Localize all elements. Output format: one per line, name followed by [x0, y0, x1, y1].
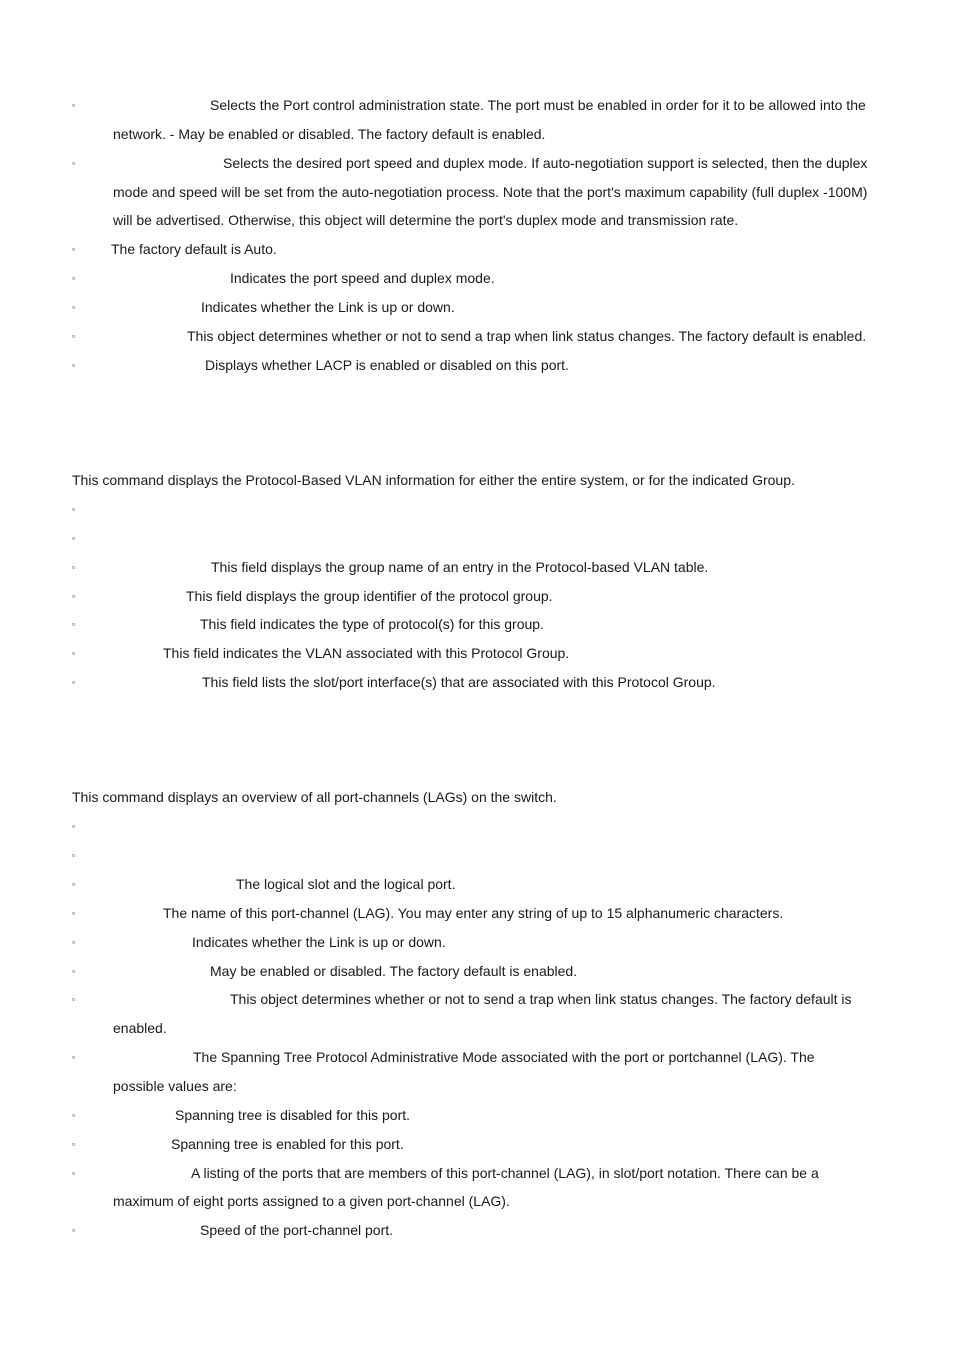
list-bullet: ▫ — [72, 994, 76, 1004]
list-bullet: ▫ — [72, 360, 76, 370]
list-bullet: ▫ — [72, 158, 76, 168]
list-item-text: maximum of eight ports assigned to a given port-channel (LAG). — [113, 1193, 510, 1209]
list-item-text: network. - May be enabled or disabled. The factory default is enabled. — [113, 126, 546, 142]
list-bullet: ▫ — [72, 591, 76, 601]
list-item-text: This object determines whether or not to send a trap when link status changes. The factory default is — [230, 991, 852, 1007]
list-bullet: ▫ — [72, 1110, 76, 1120]
section-intro: This command displays the Protocol-Based VLAN information for either the entire system, or for the indicated Group. — [72, 472, 795, 488]
list-item-text: will be advertised. Otherwise, this object will determine the port's duplex mode and transmission rate. — [113, 212, 739, 228]
list-bullet: ▫ — [72, 677, 76, 687]
list-bullet: ▫ — [72, 100, 76, 110]
list-item-text: Selects the Port control administration state. The port must be enabled in order for it to be allowed into the — [210, 97, 866, 113]
list-bullet: ▫ — [72, 1225, 76, 1235]
list-bullet: ▫ — [72, 331, 76, 341]
list-item-text: This field indicates the type of protocol(s) for this group. — [200, 616, 544, 632]
list-item-text: Selects the desired port speed and duplex mode. If auto-negotiation support is selected, then the duplex — [223, 155, 868, 171]
list-item-text: The name of this port-channel (LAG). You may enter any string of up to 15 alphanumeric characters. — [163, 905, 784, 921]
list-bullet: ▫ — [72, 533, 76, 543]
list-bullet: ▫ — [72, 1139, 76, 1149]
list-bullet: ▫ — [72, 821, 76, 831]
list-item-text: The logical slot and the logical port. — [236, 876, 456, 892]
list-bullet: ▫ — [72, 966, 76, 976]
list-bullet: ▫ — [72, 302, 76, 312]
list-item-text: possible values are: — [113, 1078, 237, 1094]
list-item-text: Indicates whether the Link is up or down. — [192, 934, 446, 950]
list-item-text: This field displays the group identifier of the protocol group. — [186, 588, 553, 604]
list-item-text: The Spanning Tree Protocol Administrative Mode associated with the port or portchannel (LAG). The — [193, 1049, 815, 1065]
list-bullet: ▫ — [72, 273, 76, 283]
list-item-text: enabled. — [113, 1020, 167, 1036]
list-item-text: This field indicates the VLAN associated with this Protocol Group. — [163, 645, 570, 661]
list-item-text: mode and speed will be set from the auto-negotiation process. Note that the port's maximum capability (full duplex -100M) — [113, 184, 868, 200]
list-bullet: ▫ — [72, 504, 76, 514]
list-bullet: ▫ — [72, 648, 76, 658]
list-item-text: The factory default is Auto. — [111, 241, 277, 257]
list-item-text: Speed of the port-channel port. — [200, 1222, 394, 1238]
list-bullet: ▫ — [72, 244, 76, 254]
section-intro: This command displays an overview of all port-channels (LAGs) on the switch. — [72, 789, 557, 805]
list-bullet: ▫ — [72, 850, 76, 860]
list-bullet: ▫ — [72, 908, 76, 918]
list-item-text: May be enabled or disabled. The factory default is enabled. — [210, 963, 578, 979]
list-bullet: ▫ — [72, 619, 76, 629]
list-bullet: ▫ — [72, 562, 76, 572]
list-bullet: ▫ — [72, 1168, 76, 1178]
list-bullet: ▫ — [72, 1052, 76, 1062]
list-item-text: This field lists the slot/port interface(s) that are associated with this Protocol Group. — [202, 674, 716, 690]
list-item-text: Displays whether LACP is enabled or disabled on this port. — [205, 357, 569, 373]
list-bullet: ▫ — [72, 879, 76, 889]
list-item-text: Indicates whether the Link is up or down. — [201, 299, 455, 315]
list-item-text: Indicates the port speed and duplex mode. — [230, 270, 495, 286]
list-bullet: ▫ — [72, 937, 76, 947]
list-item-text: This field displays the group name of an entry in the Protocol-based VLAN table. — [211, 559, 709, 575]
list-item-text: Spanning tree is enabled for this port. — [171, 1136, 404, 1152]
list-item-text: A listing of the ports that are members of this port-channel (LAG), in slot/port notation. There can be a — [191, 1165, 819, 1181]
list-item-text: This object determines whether or not to send a trap when link status changes. The factory default is enabled. — [187, 328, 867, 344]
list-item-text: Spanning tree is disabled for this port. — [175, 1107, 411, 1123]
